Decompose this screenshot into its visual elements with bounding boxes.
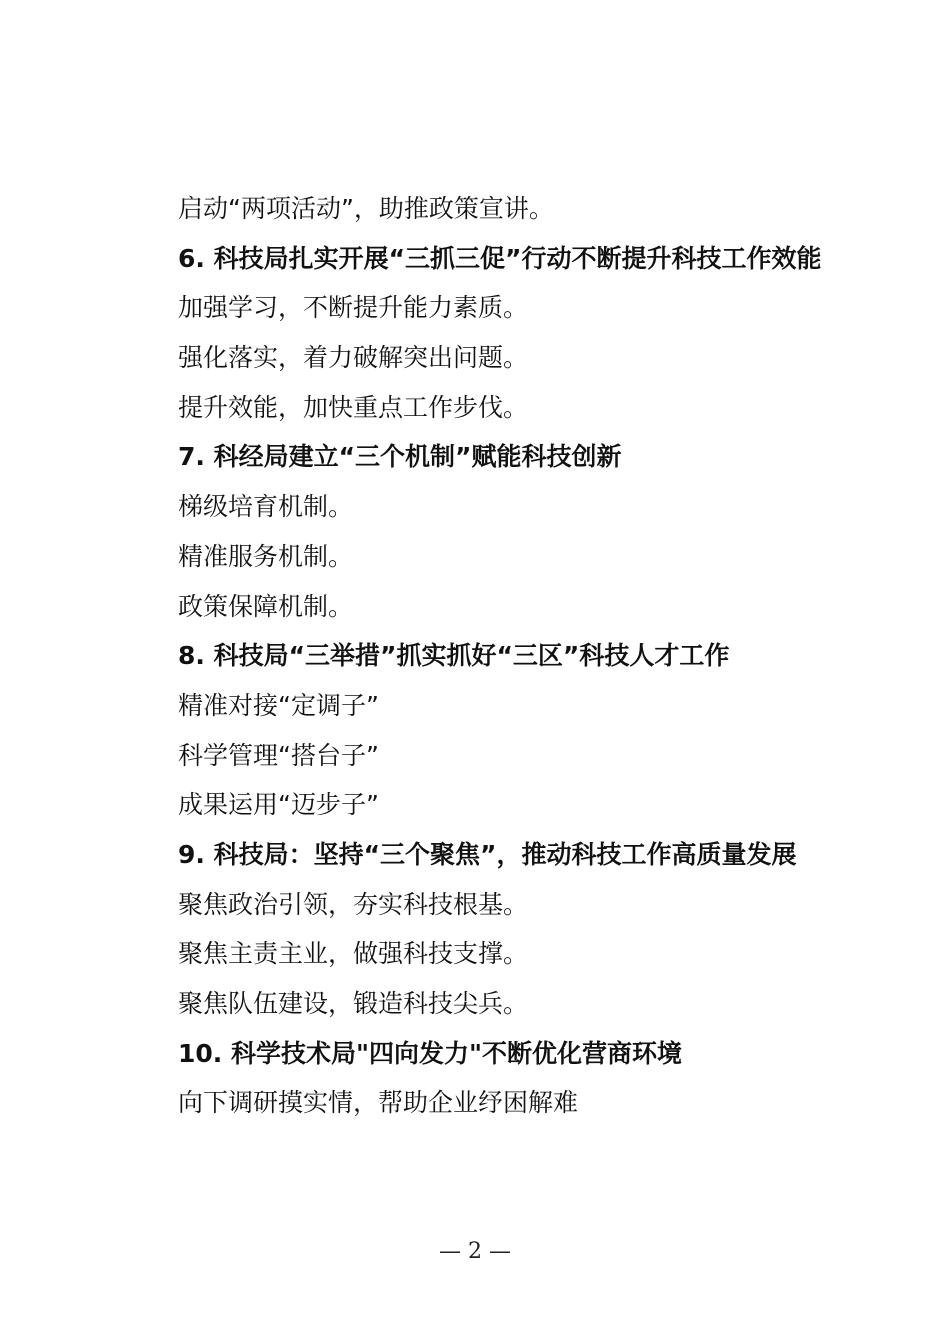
paragraph-line: 强化落实，着力破解突出问题。: [178, 343, 529, 373]
paragraph-line: 聚焦政治引领，夯实科技根基。: [178, 889, 529, 919]
page-number: — 2 —: [439, 1239, 511, 1264]
section-heading-9: 9. 科技局：坚持“三个聚焦”，推动科技工作高质量发展: [178, 839, 797, 869]
section-heading-6: 6. 科技局扎实开展“三抓三促”行动不断提升科技工作效能: [178, 243, 822, 273]
section-heading-10: 10. 科学技术局"四向发力"不断优化营商环境: [178, 1038, 683, 1068]
paragraph-line: 聚焦主责主业，做强科技支撑。: [178, 939, 529, 969]
paragraph-line: 精准服务机制。: [178, 541, 354, 571]
paragraph-line: 启动“两项活动”，助推政策宣讲。: [178, 194, 554, 223]
paragraph-line: 成果运用“迈步子”: [178, 790, 379, 820]
paragraph-line: 精准对接“定调子”: [178, 690, 379, 720]
paragraph-line: 向下调研摸实情，帮助企业纾困解难: [178, 1088, 579, 1118]
paragraph-line: 提升效能，加快重点工作步伐。: [178, 392, 529, 422]
paragraph-line: 梯级培育机制。: [178, 492, 354, 522]
document-body: [128, 184, 834, 1128]
section-heading-8: 8. 科技局“三举措”抓实抓好“三区”科技人才工作: [178, 641, 730, 671]
section-heading-7: 7. 科经局建立“三个机制”赋能科技创新: [178, 442, 622, 472]
paragraph-line: 科学管理“搭台子”: [178, 740, 379, 770]
paragraph-line: 聚焦队伍建设，锻造科技尖兵。: [178, 989, 529, 1019]
paragraph-line: 政策保障机制。: [178, 591, 354, 621]
paragraph-line: 加强学习，不断提升能力素质。: [178, 293, 529, 323]
